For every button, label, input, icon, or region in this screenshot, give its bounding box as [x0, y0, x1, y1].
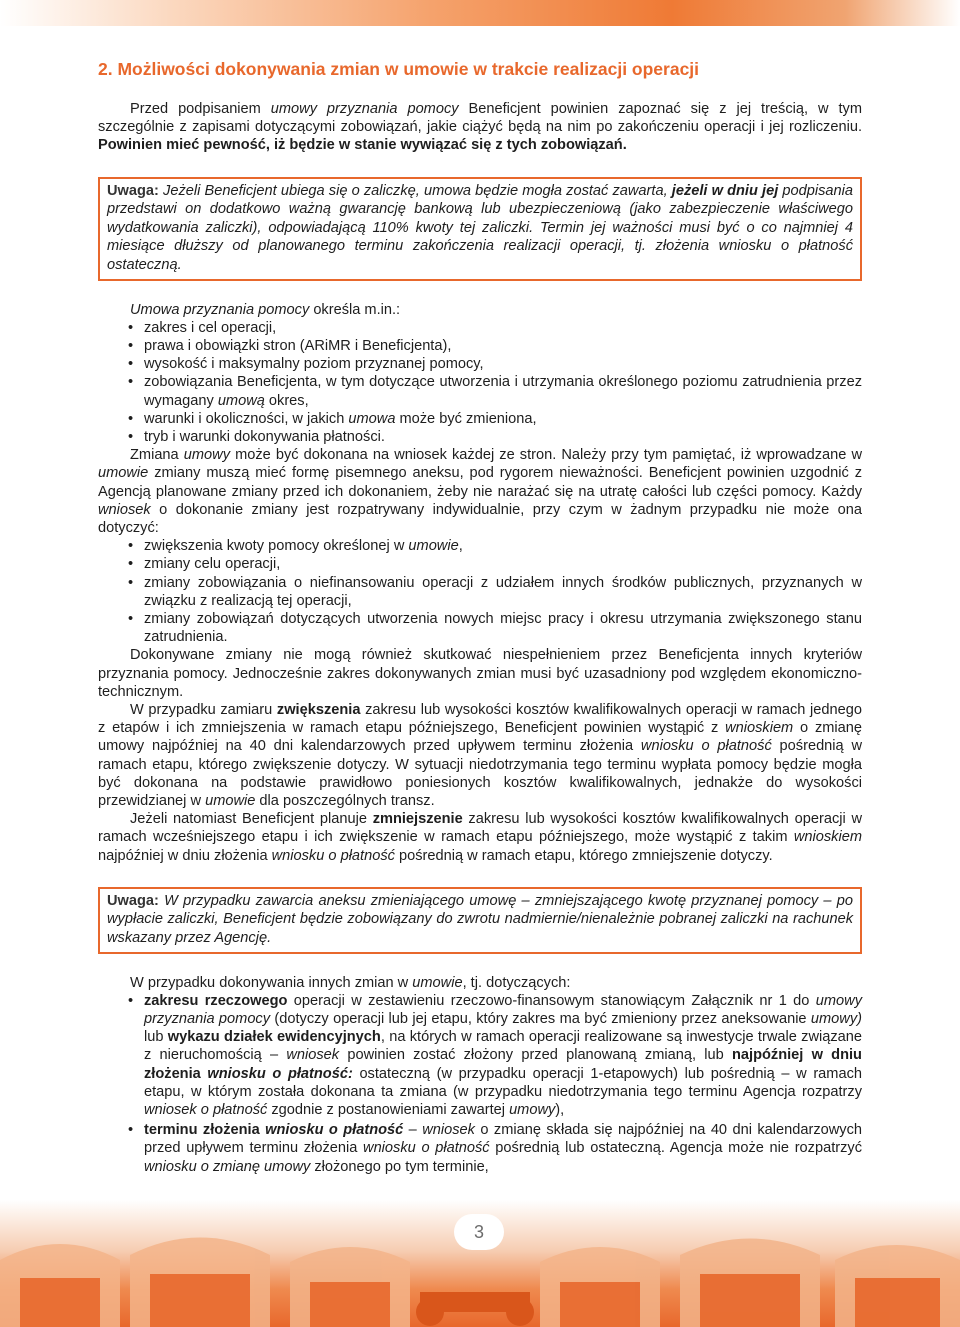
note-box-advance: Uwaga: Jeżeli Beneficjent ubiega się o zaliczkę, umowa będzie mogła zostać zawarta, jeżeli w dniu jej podpisania przedstawi on dodatkowo ważną gwarancję bankową lub ubezpieczeniową (jako zabezpieczenie właściwego wydatkowania zaliczki), odpowiadającą 110% kwoty tej zaliczki. Termin jej ważności musi być o co najmniej 4 miesiące dłuższy od planowanego terminu zakończenia realizacji operacji, tj. złożenia wniosku o płatność ostateczną.	[98, 177, 862, 281]
inne-list	[98, 992, 862, 1176]
zmiana-list	[98, 537, 862, 646]
page-number: 3	[454, 1214, 504, 1250]
list-item: • zmiany zobowiązania o niefinansowaniu operacji z udziałem innych środków publicznych, przyznanych w związku z realizacją tej operacji,	[128, 574, 862, 609]
paragraph-dokonywane: Dokonywane zmiany nie mogą również skutkować niespełnieniem przez Beneficjenta innych kryteriów przyznania pomocy. Jednocześnie zakres dokonywanych zmian musi być uzasadniony pod względem ekonomiczno-technicznym.	[98, 647, 862, 700]
paragraph-zwiekszenia: W przypadku zamiaru zwiększenia zakresu lub wysokości kosztów kwalifikowalnych operacji w ramach jednego z etapów i ich zmniejszenia w ramach etapu późniejszego, Beneficjent powinien wystąpić z wnioskiem o zmianę umowy najpóźniej na 40 dni kalendarzowych przed upływem terminu złożenia wniosku o płatność pośrednią w ramach etapu, którego zwiększenie dotyczy. W sytuacji niedotrzymania tego terminu wypłata pomocy będzie mogła być dokonana na podstawie prawidłowo poniesionych kosztów kwalifikowalnych, jednakże do wysokości przewidzianej w umowie dla poszczególnych transz.	[98, 702, 863, 810]
list-item: • prawa i obowiązki stron (ARiMR i Beneficjenta),	[128, 337, 452, 354]
paragraph-zmiana: Zmiana umowy może być dokonana na wniosek każdej ze stron. Należy przy tym pamiętać, iż wprowadzane w umowie zmiany muszą mieć formę pisemnego aneksu, pod rygorem nieważności. Beneficjent powinien uzgodnić z Agencją planowane zmiany przed ich dokonaniem, żeby nie narażać się na utratę całości lub części pomocy. Każdy wniosek o dokonanie zmiany jest rozpatrywany indywidualnie, przy czym w żadnym przypadku nie może ona dotyczyć:	[98, 447, 863, 537]
section-heading: 2. Możliwości dokonywania zmian w umowie w trakcie realizacji operacji	[98, 59, 700, 79]
list-item: • wysokość i maksymalny poziom przyznanej pomocy,	[128, 356, 484, 373]
top-decorative-band	[0, 0, 960, 26]
page-content	[98, 58, 862, 1176]
list-item: • terminu złożenia wniosku o płatność – wniosek o zmianę składa się najpóźniej na 40 dni kalendarzowych przed upływem terminu złożenia wniosku o płatność pośrednią lub ostateczną. Agencja może nie rozpatrzyć wniosku o zmianę umowy złożonego po tym terminie,	[128, 1122, 863, 1175]
inne-intro: W przypadku dokonywania innych zmian w umowie, tj. dotyczących:	[130, 974, 571, 991]
note-label: Uwaga:	[107, 182, 159, 199]
intro-paragraph: Przed podpisaniem umowy przyznania pomocy Beneficjent powinien zapoznać się z jej treścią, w tym szczególnie z zapisami dotyczącymi zobowiązań, jakie ciążyć będą na nim po zakończeniu operacji i jej rozliczeniu. Powinien mieć pewność, iż będzie w stanie wywiązać się z tych zobowiązań.	[98, 101, 862, 154]
list-item: • zwiększenia kwoty pomocy określonej w umowie,	[128, 538, 463, 555]
list-item: • warunki i okoliczności, w jakich umowa może być zmieniona,	[128, 410, 537, 427]
umowa-list	[98, 319, 862, 446]
note-label: Uwaga:	[107, 892, 159, 909]
list-item: • zakres i cel operacji,	[128, 319, 277, 336]
umowa-intro: Umowa przyznania pomocy określa m.in.:	[130, 301, 401, 318]
list-item: • zobowiązania Beneficjenta, w tym dotyczące utworzenia i utrzymania określonego poziomu zatrudnienia przez wymagany umową okres,	[128, 374, 862, 409]
list-item: • zakresu rzeczowego operacji w zestawieniu rzeczowo-finansowym stanowiącym Załącznik nr 1 do umowy przyznania pomocy (dotyczy operacji lub jej etapu, który zakres ma być zmieniony przez aneksowanie umowy) lub wykazu działek ewidencyjnych, na których w ramach operacji realizowane są inwestycje trwale związane z nieruchomością – wniosek powinien zostać złożony przed planowaną zmianą, lub najpóźniej w dniu złożenia wniosku o płatność: ostateczną (w przypadku operacji 1-etapowych) lub pośrednią – w ramach etapu, w którym została dokonana ta zmiana (w przypadku niedotrzymania tego terminu Agencja rozpatrzy wniosek o płatność zgodnie z postanowieniami zawartej umowy),	[128, 992, 862, 1119]
list-item: • zmiany zobowiązań dotyczących utworzenia nowych miejsc pracy i okresu utrzymania zwiększonego stanu zatrudnienia.	[128, 611, 862, 646]
note-box-annex: Uwaga: W przypadku zawarcia aneksu zmieniającego umowę – zmniejszającego kwotę przyznanej pomocy – po wypłacie zaliczki, Beneficjent będzie zobowiązany do zwrotu nadmiernie/nienależnie pobranej zaliczki na rachunek wskazany przez Agencję.	[98, 887, 862, 954]
list-item: • zmiany celu operacji,	[128, 556, 281, 573]
list-item: • tryb i warunki dokonywania płatności.	[128, 429, 385, 445]
paragraph-zmniejszenie: Jeżeli natomiast Beneficjent planuje zmniejszenie zakresu lub wysokości kosztów kwalifikowalnych operacji w ramach wcześniejszego etapu i ich zwiększenie w ramach etapu późniejszego, może wystąpić z takim wnioskiem najpóźniej w dniu złożenia wniosku o płatność pośrednią w ramach etapu, którego zmniejszenie dotyczy.	[98, 811, 862, 864]
